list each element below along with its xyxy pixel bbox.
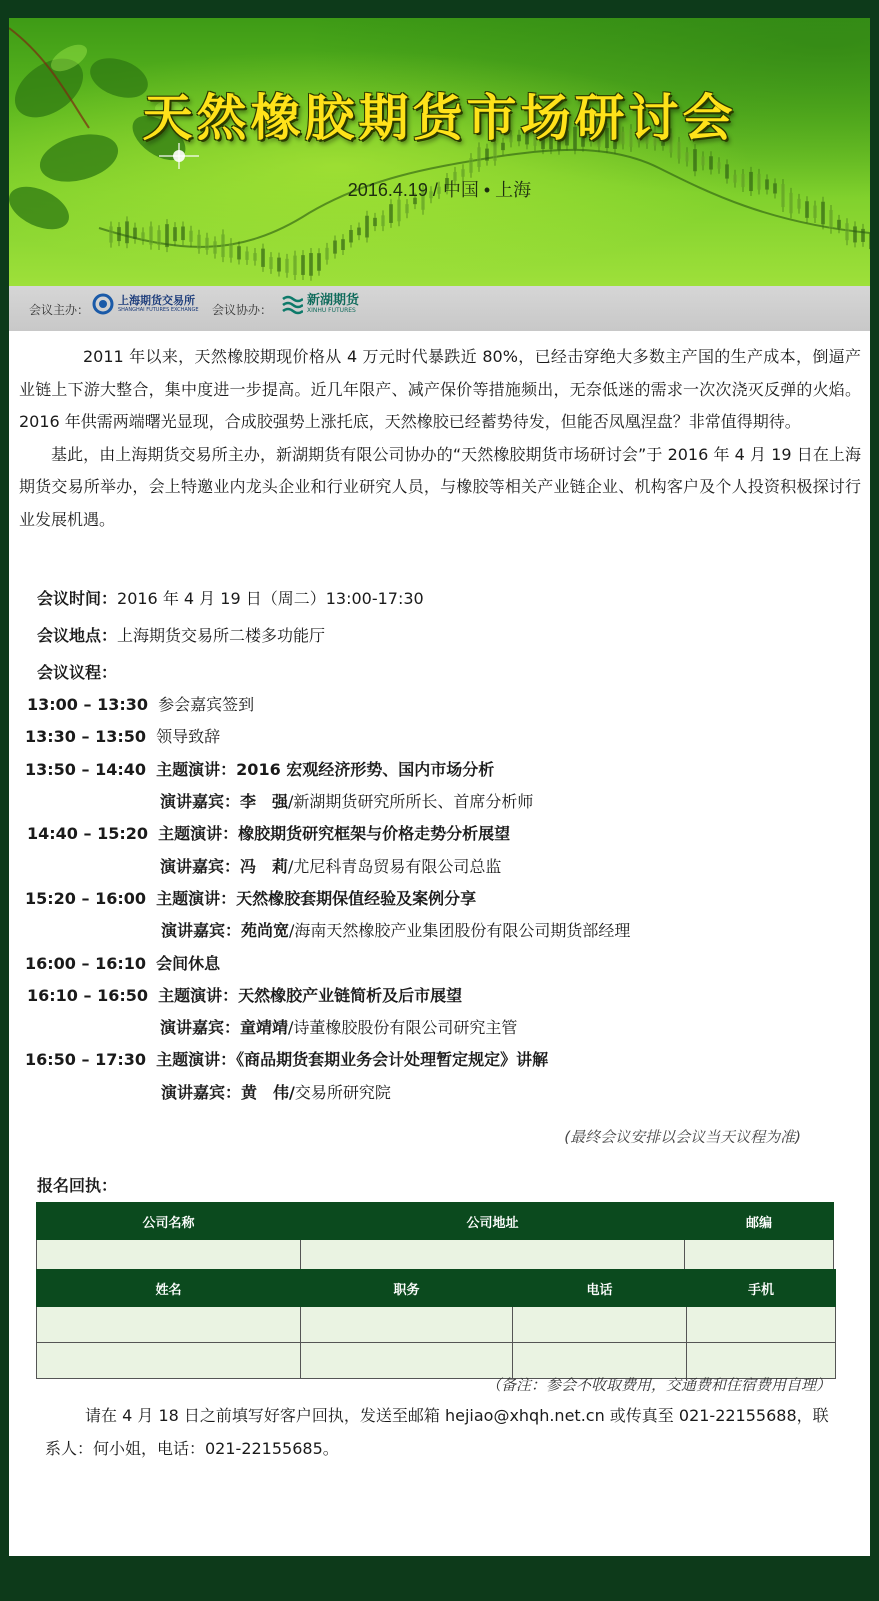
agenda-row [27, 821, 510, 844]
agenda-time: 15:20 – 16:00 [25, 889, 146, 908]
intro-paragraph-1: 2011 年以来，天然橡胶期现价格从 4 万元时代暴跌近 80%，已经击穿绝大多数主产国的生产成本，倒逼产业链上下游大整合，集中度进一步提高。近几年限产、减产保价等措施频出，无奈低迷的需求一次次浇灭反弹的火焰。2016 年供需两端曙光显现，合成胶强势上涨托底，天然橡胶已经蓄势待发，但能否凤凰涅盘？非常值得期待。 [19, 347, 861, 431]
contact-info [45, 1399, 835, 1465]
candle-body [285, 259, 289, 273]
header-company-address: 公司地址 [301, 1203, 685, 1240]
candle-body [309, 253, 313, 276]
agenda-speaker: 演讲嘉宾：冯 莉/尤尼科青岛贸易有限公司总监 [160, 857, 502, 876]
candle-body [301, 255, 305, 275]
candle-body [229, 243, 233, 257]
header-position: 职务 [301, 1270, 513, 1307]
meeting-place-value: 上海期货交易所二楼多功能厅 [117, 626, 326, 645]
attendee-mobile-cell[interactable] [687, 1307, 836, 1343]
candle-body [701, 156, 705, 165]
agenda-time: 16:00 – 16:10 [25, 954, 146, 973]
candle-body [357, 228, 361, 236]
candle-body [805, 201, 809, 218]
agenda-row [25, 1047, 548, 1070]
candle-body [325, 248, 329, 260]
banner-decoration [9, 18, 870, 286]
header-postcode: 邮编 [685, 1203, 834, 1240]
agenda-row [27, 692, 254, 715]
candle-body [349, 230, 353, 242]
shfe-logo-icon [92, 293, 114, 315]
candle-body [189, 231, 193, 242]
speaker-title: 交易所研究院 [294, 1083, 391, 1102]
candle-body [845, 223, 849, 240]
banner [9, 18, 870, 286]
candle-body [397, 200, 401, 222]
candle-body [709, 156, 713, 169]
candle-body [141, 232, 145, 239]
candle-body [693, 149, 697, 171]
candle-body [317, 253, 321, 271]
candle-body [381, 215, 385, 226]
speaker-name: 童靖靖 [240, 1018, 289, 1037]
shfe-logo [92, 293, 199, 315]
candle-body [261, 249, 265, 267]
header-company-name: 公司名称 [37, 1203, 301, 1240]
agenda-item: 会间休息 [156, 954, 221, 973]
speaker-name: 苑尚宽 [241, 921, 290, 940]
candle-body [405, 204, 409, 213]
meeting-time-value: 2016 年 4 月 19 日（周二）13:00-17:30 [117, 589, 424, 608]
candle-body [333, 241, 337, 254]
candle-body [181, 227, 185, 241]
speaker-title: /海南天然橡胶产业集团股份有限公司期货部经理 [289, 921, 631, 940]
agenda-row [25, 757, 494, 780]
intro-paragraph-2: 基此，由上海期货交易所主办，新湖期货有限公司协办的“天然橡胶期货市场研讨会”于 2016 年 4 月 19 日在上海期货交易所举办，会上特邀业内龙头企业和行业研究人员，与橡胶等相关产业链企业、机构客户及个人投资积极探讨行业发展机遇。 [19, 444, 861, 529]
candle-body [173, 227, 177, 241]
banner-title: 天然橡胶期货市场研讨会 [142, 89, 737, 147]
footer [0, 1518, 879, 1601]
registration-table-company [36, 1202, 834, 1276]
xinhu-logo [281, 293, 359, 315]
candle-body [821, 202, 825, 225]
attendee-phone-cell[interactable] [513, 1307, 687, 1343]
page [9, 18, 870, 1556]
shfe-logo-text-en: SHANGHAI FUTURES EXCHANGE [118, 306, 199, 313]
candle-body [237, 246, 241, 259]
candle-body [277, 258, 281, 272]
agenda-item: 主题演讲：2016 宏观经济形势、国内市场分析 [156, 760, 495, 779]
agenda-speaker: 演讲嘉宾：黄 伟/交易所研究院 [161, 1083, 391, 1102]
xinhu-logo-text: 新湖期货 [307, 292, 360, 308]
candle-body [109, 226, 113, 242]
candle-body [117, 227, 121, 241]
speaker-title: /诗董橡胶股份有限公司研究主管 [288, 1018, 518, 1037]
header-phone: 电话 [513, 1270, 687, 1307]
final-schedule-note: (最终会议安排以会议当天议程为准) [564, 1128, 801, 1146]
agenda-speaker: 演讲嘉宾：童靖靖/诗董橡胶股份有限公司研究主管 [160, 1018, 518, 1037]
agenda-row [25, 886, 476, 909]
candle-body [157, 230, 161, 245]
registration-remark: （备注：参会不收取费用，交通费和住宿费用自理） [485, 1376, 831, 1394]
candle-body [869, 234, 870, 249]
host-label: 会议主办： [29, 303, 90, 317]
agenda-row [25, 951, 220, 974]
attendee-name-cell[interactable] [37, 1307, 301, 1343]
intro-text [19, 341, 861, 536]
candle-body [133, 228, 137, 239]
candle-body [717, 162, 721, 168]
agenda-row [27, 983, 462, 1006]
agenda-time: 13:00 – 13:30 [27, 695, 148, 714]
agenda-time: 13:30 – 13:50 [25, 727, 146, 746]
candle-body [837, 220, 841, 228]
candle-body [477, 147, 481, 167]
shfe-logo-text: 上海期货交易所 [118, 293, 195, 307]
agenda-time: 16:10 – 16:50 [27, 986, 148, 1005]
candle-body [165, 224, 169, 247]
candle-body [365, 216, 369, 238]
candle-body [829, 210, 833, 229]
xinhu-logo-icon [281, 293, 303, 315]
header-name: 姓名 [37, 1270, 301, 1307]
agenda-item: 领导致辞 [156, 727, 221, 746]
candle-body [469, 158, 473, 173]
meeting-time-label: 会议时间： [37, 589, 118, 608]
candle-body [221, 234, 225, 257]
agenda-time: 16:50 – 17:30 [25, 1050, 146, 1069]
agenda-time: 13:50 – 14:40 [25, 760, 146, 779]
attendee-position-cell[interactable] [301, 1307, 513, 1343]
candle-body [341, 239, 345, 250]
candle-body [253, 253, 257, 261]
agenda-item: 主题演讲：天然橡胶套期保值经验及案例分享 [156, 889, 477, 908]
candle-body [125, 221, 129, 243]
agenda-speaker: 演讲嘉宾：李 强/新湖期货研究所所长、首席分析师 [160, 792, 534, 811]
co-host-label: 会议协办： [212, 303, 273, 317]
candle-body [389, 204, 393, 223]
candle-body [269, 257, 273, 269]
agenda-item: 参会嘉宾签到 [158, 695, 255, 714]
speaker-name: 黄 伟/ [241, 1083, 295, 1102]
banner-date-location: 2016.4.19 / 中国 • 上海 [347, 180, 532, 200]
agenda-heading: 会议议程： [37, 663, 118, 682]
sponsor-bar [9, 286, 870, 331]
candle-body [813, 206, 817, 218]
candle-body [205, 238, 209, 250]
candle-body [485, 149, 489, 161]
meeting-time [37, 586, 424, 609]
speaker-name: 冯 莉 [240, 857, 289, 876]
meeting-place [37, 623, 325, 646]
agenda-speaker: 演讲嘉宾：苑尚宽/海南天然橡胶产业集团股份有限公司期货部经理 [161, 921, 631, 940]
registration-table-attendee [36, 1269, 836, 1379]
speaker-title: /尤尼科青岛贸易有限公司总监 [288, 857, 502, 876]
header-mobile: 手机 [687, 1270, 836, 1307]
candle-body [213, 241, 217, 253]
agenda-item: 主题演讲：橡胶期货研究框架与价格走势分析展望 [158, 824, 511, 843]
candle-body [197, 235, 201, 249]
agenda-row [25, 724, 220, 747]
agenda-time: 14:40 – 15:20 [27, 824, 148, 843]
agenda-item: 主题演讲：《商品期货套期业务会计处理暂定规定》讲解 [156, 1050, 549, 1069]
contact-text: 请在 4 月 18 日之前填写好客户回执，发送至邮箱 hejiao@xhqh.net.cn 或传真至 021-22155688，联系人：何小姐，电话：021-22155685。 [45, 1406, 829, 1458]
xinhu-logo-text-en: XINHU FUTURES [307, 306, 356, 314]
candle-body [373, 218, 377, 226]
candle-body [245, 251, 249, 259]
footer-copyright: ::: 新湖期货版权所有 ::: [361, 1531, 518, 1547]
agenda-item: 主题演讲：天然橡胶产业链简析及后市展望 [158, 986, 463, 1005]
candle-body [853, 226, 857, 242]
registration-title: 报名回执： [37, 1176, 118, 1195]
candle-body [861, 229, 865, 242]
speaker-name: 李 强 [240, 792, 289, 811]
candle-body [293, 256, 297, 275]
candle-body [149, 226, 153, 244]
candle-body [685, 152, 689, 161]
speaker-title: /新湖期货研究所所长、首席分析师 [288, 792, 534, 811]
meeting-place-label: 会议地点： [37, 626, 118, 645]
